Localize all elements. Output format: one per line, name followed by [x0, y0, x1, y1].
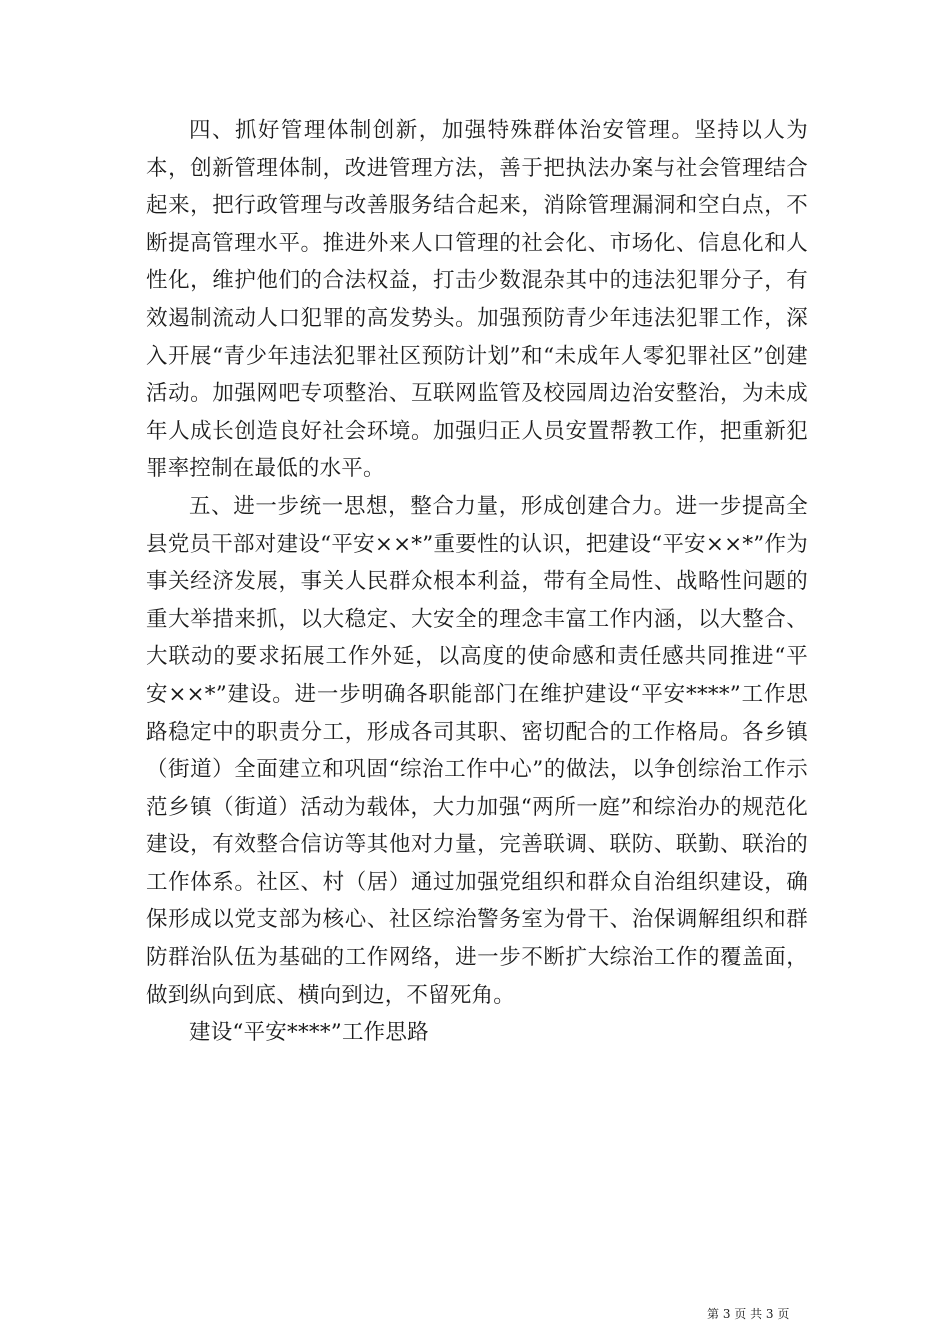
page-number-footer: 第 3 页 共 3 页 [707, 1307, 790, 1321]
paragraph-closing-title: 建设“平安****”工作思路 [189, 1020, 429, 1046]
paragraph-section-four: 四、抓好管理体制创新，加强特殊群体治安管理。坚持以人为本，创新管理体制，改进管理方法，善于把执法办案与社会管理结合起来，把行政管理与改善服务结合起来，消除管理漏洞和空白点，不断提高管理水平。推进外来人口管理的社会化、市场化、信息化和人性化，维护他们的合法权益，打击少数混杂其中的违法犯罪分子，有效遏制流动人口犯罪的高发势头。加强预防青少年违法犯罪工作，深入开展“青少年违法犯罪社区预防计划”和“未成年人零犯罪社区”创建活动。加强网吧专项整治、互联网监管及校园周边治安整治，为未成年人成长创造良好社会环境。加强归正人员安置帮教工作，把重新犯罪率控制在最低的水平。 [146, 118, 808, 482]
document-body [146, 112, 808, 1052]
paragraph-section-five: 五、进一步统一思想，整合力量，形成创建合力。进一步提高全县党员干部对建设“平安××*”重要性的认识，把建设“平安××*”作为事关经济发展，事关人民群众根本利益，带有全局性、战略性问题的重大举措来抓，以大稳定、大安全的理念丰富工作内涵，以大整合、大联动的要求拓展工作外延，以高度的使命感和责任感共同推进“平安××*”建设。进一步明确各职能部门在维护建设“平安****”工作思路稳定中的职责分工，形成各司其职、密切配合的工作格局。各乡镇（街道）全面建立和巩固“综治工作中心”的做法，以争创综治工作示范乡镇（街道）活动为载体，大力加强“两所一庭”和综治办的规范化建设，有效整合信访等其他对力量，完善联调、联防、联勤、联治的工作体系。社区、村（居）通过加强党组织和群众自治组织建设，确保形成以党支部为核心、社区综治警务室为骨干、治保调解组织和群防群治队伍为基础的工作网络，进一步不断扩大综治工作的覆盖面，做到纵向到底、横向到边，不留死角。 [146, 493, 808, 1008]
